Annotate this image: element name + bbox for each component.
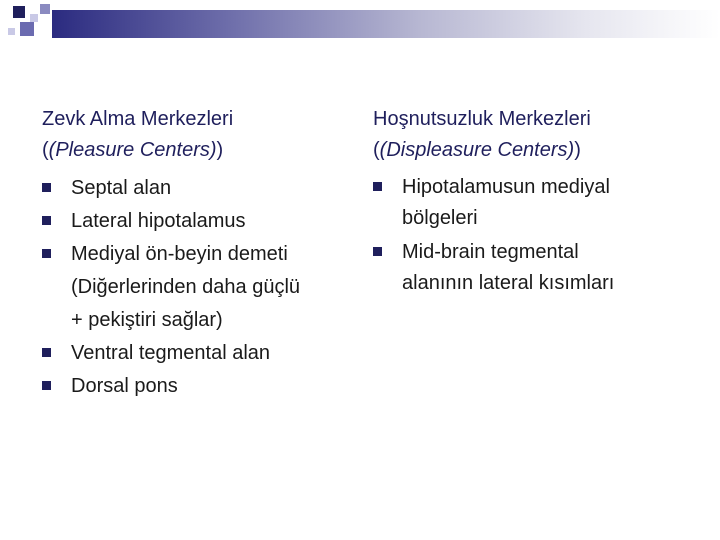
list-item-text: [402, 237, 703, 299]
pleasure-centers-list: [42, 172, 362, 403]
list-item-line: Hipotalamusun mediyal: [402, 176, 610, 198]
list-item: [42, 337, 362, 370]
pleasure-centers-heading: [42, 104, 362, 166]
heading-title: Hoşnutsuzluk Merkezleri: [373, 108, 591, 130]
list-item-line: alanının lateral kısımları: [402, 272, 615, 294]
header-gradient-bar: [52, 10, 720, 38]
list-item-text: [402, 172, 703, 234]
corner-square-mid-lower: [20, 22, 34, 36]
list-item: [373, 172, 703, 234]
heading-subtitle: ((Displeasure Centers)): [373, 139, 581, 161]
displeasure-centers-list: [373, 172, 703, 299]
list-item-text: Ventral tegmental alan: [71, 342, 271, 364]
corner-square-mid: [40, 4, 50, 14]
list-item: [373, 237, 703, 299]
corner-square-light: [30, 14, 38, 22]
list-item-text: Septal alan: [71, 177, 172, 199]
list-item-line: (Diğerlerinden daha güçlü: [71, 276, 301, 298]
heading-title: Zevk Alma Merkezleri: [42, 108, 234, 130]
square-bullet-icon: [373, 247, 382, 256]
list-item-text: [71, 238, 362, 337]
list-item-line: Mid-brain tegmental: [402, 241, 579, 263]
list-item-line: Mediyal ön-beyin demeti: [71, 243, 288, 265]
list-item-text: Dorsal pons: [71, 375, 178, 397]
square-bullet-icon: [42, 381, 51, 390]
list-item: [42, 370, 362, 403]
square-bullet-icon: [42, 216, 51, 225]
pleasure-centers-column: [42, 104, 362, 403]
list-item: [42, 238, 362, 337]
square-bullet-icon: [42, 348, 51, 357]
heading-subtitle-text: (Displeasure Centers): [379, 139, 575, 161]
list-item-line: bölgeleri: [402, 207, 478, 229]
list-item: [42, 172, 362, 205]
list-item-line: + pekiştiri sağlar): [71, 309, 223, 331]
displeasure-centers-column: [373, 104, 703, 302]
corner-square-dark: [13, 6, 25, 18]
square-bullet-icon: [42, 183, 51, 192]
displeasure-centers-heading: [373, 104, 703, 166]
corner-square-small: [8, 28, 15, 35]
list-item-text: Lateral hipotalamus: [71, 210, 246, 232]
heading-subtitle: ((Pleasure Centers)): [42, 139, 224, 161]
list-item: [42, 205, 362, 238]
square-bullet-icon: [42, 249, 51, 258]
heading-subtitle-text: (Pleasure Centers): [48, 139, 217, 161]
square-bullet-icon: [373, 182, 382, 191]
